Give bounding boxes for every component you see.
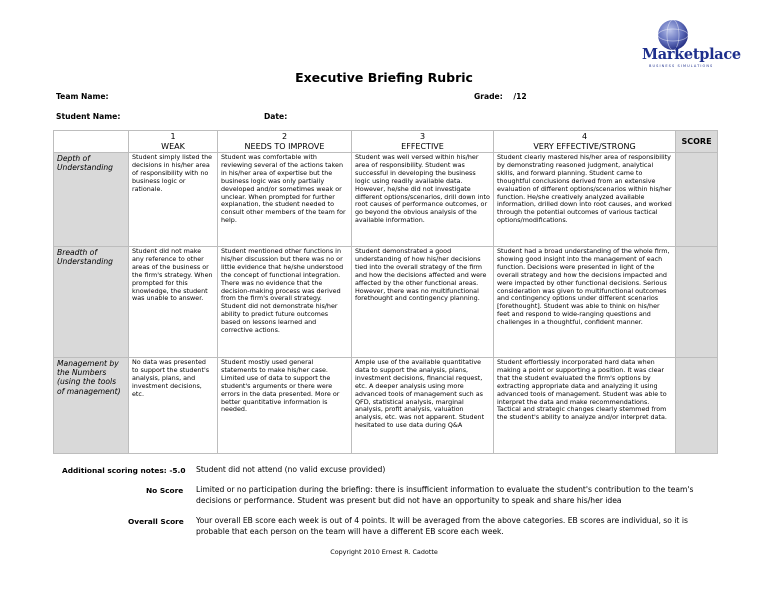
student-name-label: Student Name: bbox=[56, 112, 121, 121]
marketplace-logo bbox=[640, 18, 741, 70]
grade-field bbox=[474, 92, 527, 101]
additional-notes-value: -5.0 bbox=[169, 466, 186, 475]
score-header: SCORE bbox=[676, 131, 718, 153]
criterion-label: Depth of Understanding bbox=[54, 153, 129, 247]
document-title: Executive Briefing Rubric bbox=[295, 70, 473, 85]
rubric-cell: Student mostly used general statements to make his/her case. Limited use of data to support the student's arguments or there were errors in the data presented. More or better quantitative information is needed. bbox=[218, 358, 352, 454]
column-label: VERY EFFECTIVE/STRONG bbox=[533, 141, 636, 151]
logo-name: Marketplace bbox=[642, 46, 741, 63]
overall-score-label: Overall Score bbox=[128, 517, 184, 526]
additional-notes-label bbox=[62, 466, 185, 475]
column-number: 2 bbox=[281, 132, 288, 141]
no-score-label: No Score bbox=[146, 486, 184, 495]
overall-score-text: Your overall EB score each week is out of 4 points. It will be averaged from the above categories. EB scores are individual, so it is probable that each person on the team will have a different EB score each week. bbox=[196, 516, 688, 536]
rubric-cell: Student was comfortable with reviewing several of the actions taken in his/her area of expertise but the business logic was only partially developed and/or sometimes weak or unclear. When prompted for further explanation, the student needed to consult other members of the team for help. bbox=[218, 153, 352, 247]
criterion-label: Management by the Numbers (using the tools of management) bbox=[54, 358, 129, 454]
column-label: WEAK bbox=[161, 141, 185, 151]
column-label: NEEDS TO IMPROVE bbox=[244, 141, 325, 151]
column-number: 1 bbox=[170, 132, 176, 141]
rubric-cell: Student simply listed the decisions in his/her area of responsibility with no business logic or rationale. bbox=[129, 153, 218, 247]
rubric-cell: Student demonstrated a good understanding of how his/her decisions tied into the overall strategy of the firm and how the decisions affected and were affected by the other functional areas. However, there was no multifunctional forethought and contingency planning. bbox=[352, 247, 494, 358]
rubric-cell: Student mentioned other functions in his/her discussion but there was no or little evidence that he/she understood the concept of functional integration. There was no evidence that the decision-making process was derived from the firm's overall strategy. Student did not demonstrate his/her ability to predict future outcomes based on lessons learned and corrective actions. bbox=[218, 247, 352, 358]
rubric-row-depth bbox=[54, 153, 718, 247]
column-number: 3 bbox=[419, 132, 426, 141]
no-score-text: Limited or no participation during the briefing: there is insufficient information to evaluate the student's contribution to the team's decisions or performance. Student was present but did not have an opportunity to speak and share his/her idea bbox=[196, 485, 694, 505]
rubric-table bbox=[53, 130, 718, 454]
score-cell[interactable] bbox=[676, 358, 718, 454]
criterion-label: Breadth of Understanding bbox=[54, 247, 129, 358]
column-header-very-effective bbox=[494, 131, 676, 153]
rubric-cell: Student was well versed within his/her area of responsibility. Student was successful in developing the business logic using readily available data. However, he/she did not investigate different options/scenarios, drill down into root causes of performance outcomes, or go beyond the obvious analysis of the available information. bbox=[352, 153, 494, 247]
grade-value: /12 bbox=[513, 92, 527, 101]
column-header-weak bbox=[129, 131, 218, 153]
rubric-cell: Student did not make any reference to other areas of the business or the firm's strategy. When prompted for this knowledge, the student was unable to answer. bbox=[129, 247, 218, 358]
column-number: 4 bbox=[581, 132, 588, 141]
date-label: Date: bbox=[264, 112, 288, 121]
score-cell[interactable] bbox=[676, 153, 718, 247]
rubric-cell: No data was presented to support the student's analysis, plans, and investment decisions, etc. bbox=[129, 358, 218, 454]
rubric-cell: Student had a broad understanding of the whole firm, showing good insight into the management of each function. Decisions were presented in light of the overall strategy and how the decisions impacted and were impacted by other functional decisions. Serious consideration was given to multifunctional outcomes and contingency options under different scenarios [forethought]. Student was able to think on his/her feet and respond to wide-ranging questions and challenges in a thoughtful, confident manner. bbox=[494, 247, 676, 358]
column-header-needs-to-improve bbox=[218, 131, 352, 153]
rubric-row-management bbox=[54, 358, 718, 454]
additional-notes-title: Additional scoring notes: bbox=[62, 466, 167, 475]
team-name-label: Team Name: bbox=[56, 92, 109, 101]
grade-label: Grade: bbox=[474, 92, 503, 101]
criterion-header bbox=[54, 131, 129, 153]
logo-tagline: BUSINESS SIMULATIONS bbox=[649, 64, 714, 68]
rubric-cell: Student effortlessly incorporated hard data when making a point or supporting a position. It was clear that the student evaluated the firm's options by extracting appropriate data and analyzing it using advanced tools of management. Student was able to interpret the data and make recommendations. Tactical and strategic changes clearly stemmed from the student's ability to analyze and/or interpret data. bbox=[494, 358, 676, 454]
column-label: EFFECTIVE bbox=[401, 141, 444, 151]
rubric-row-breadth bbox=[54, 247, 718, 358]
rubric-cell: Student clearly mastered his/her area of responsibility by demonstrating reasoned judgment, analytical skills, and forward planning. Student came to thoughtful conclusions derived from an extensive evaluation of different options/scenarios within his/her function. He/she creatively analyzed available information, drilled down into root causes, and worked through the potential outcomes of various tactical options/modifications. bbox=[494, 153, 676, 247]
score-cell[interactable] bbox=[676, 247, 718, 358]
additional-notes-text: Student did not attend (no valid excuse provided) bbox=[196, 465, 386, 474]
column-header-effective bbox=[352, 131, 494, 153]
rubric-cell: Ample use of the available quantitative data to support the analysis, plans, investment decisions, financial request, etc. A deeper analysis using more advanced tools of management such as QFD, statistical analysis, marginal analysis, profit analysis, valuation analysis, etc. was not apparent. Student hesitated to use data during Q&A bbox=[352, 358, 494, 454]
copyright: Copyright 2010 Ernest R. Cadotte bbox=[330, 548, 438, 556]
rubric-header-row bbox=[54, 131, 718, 153]
